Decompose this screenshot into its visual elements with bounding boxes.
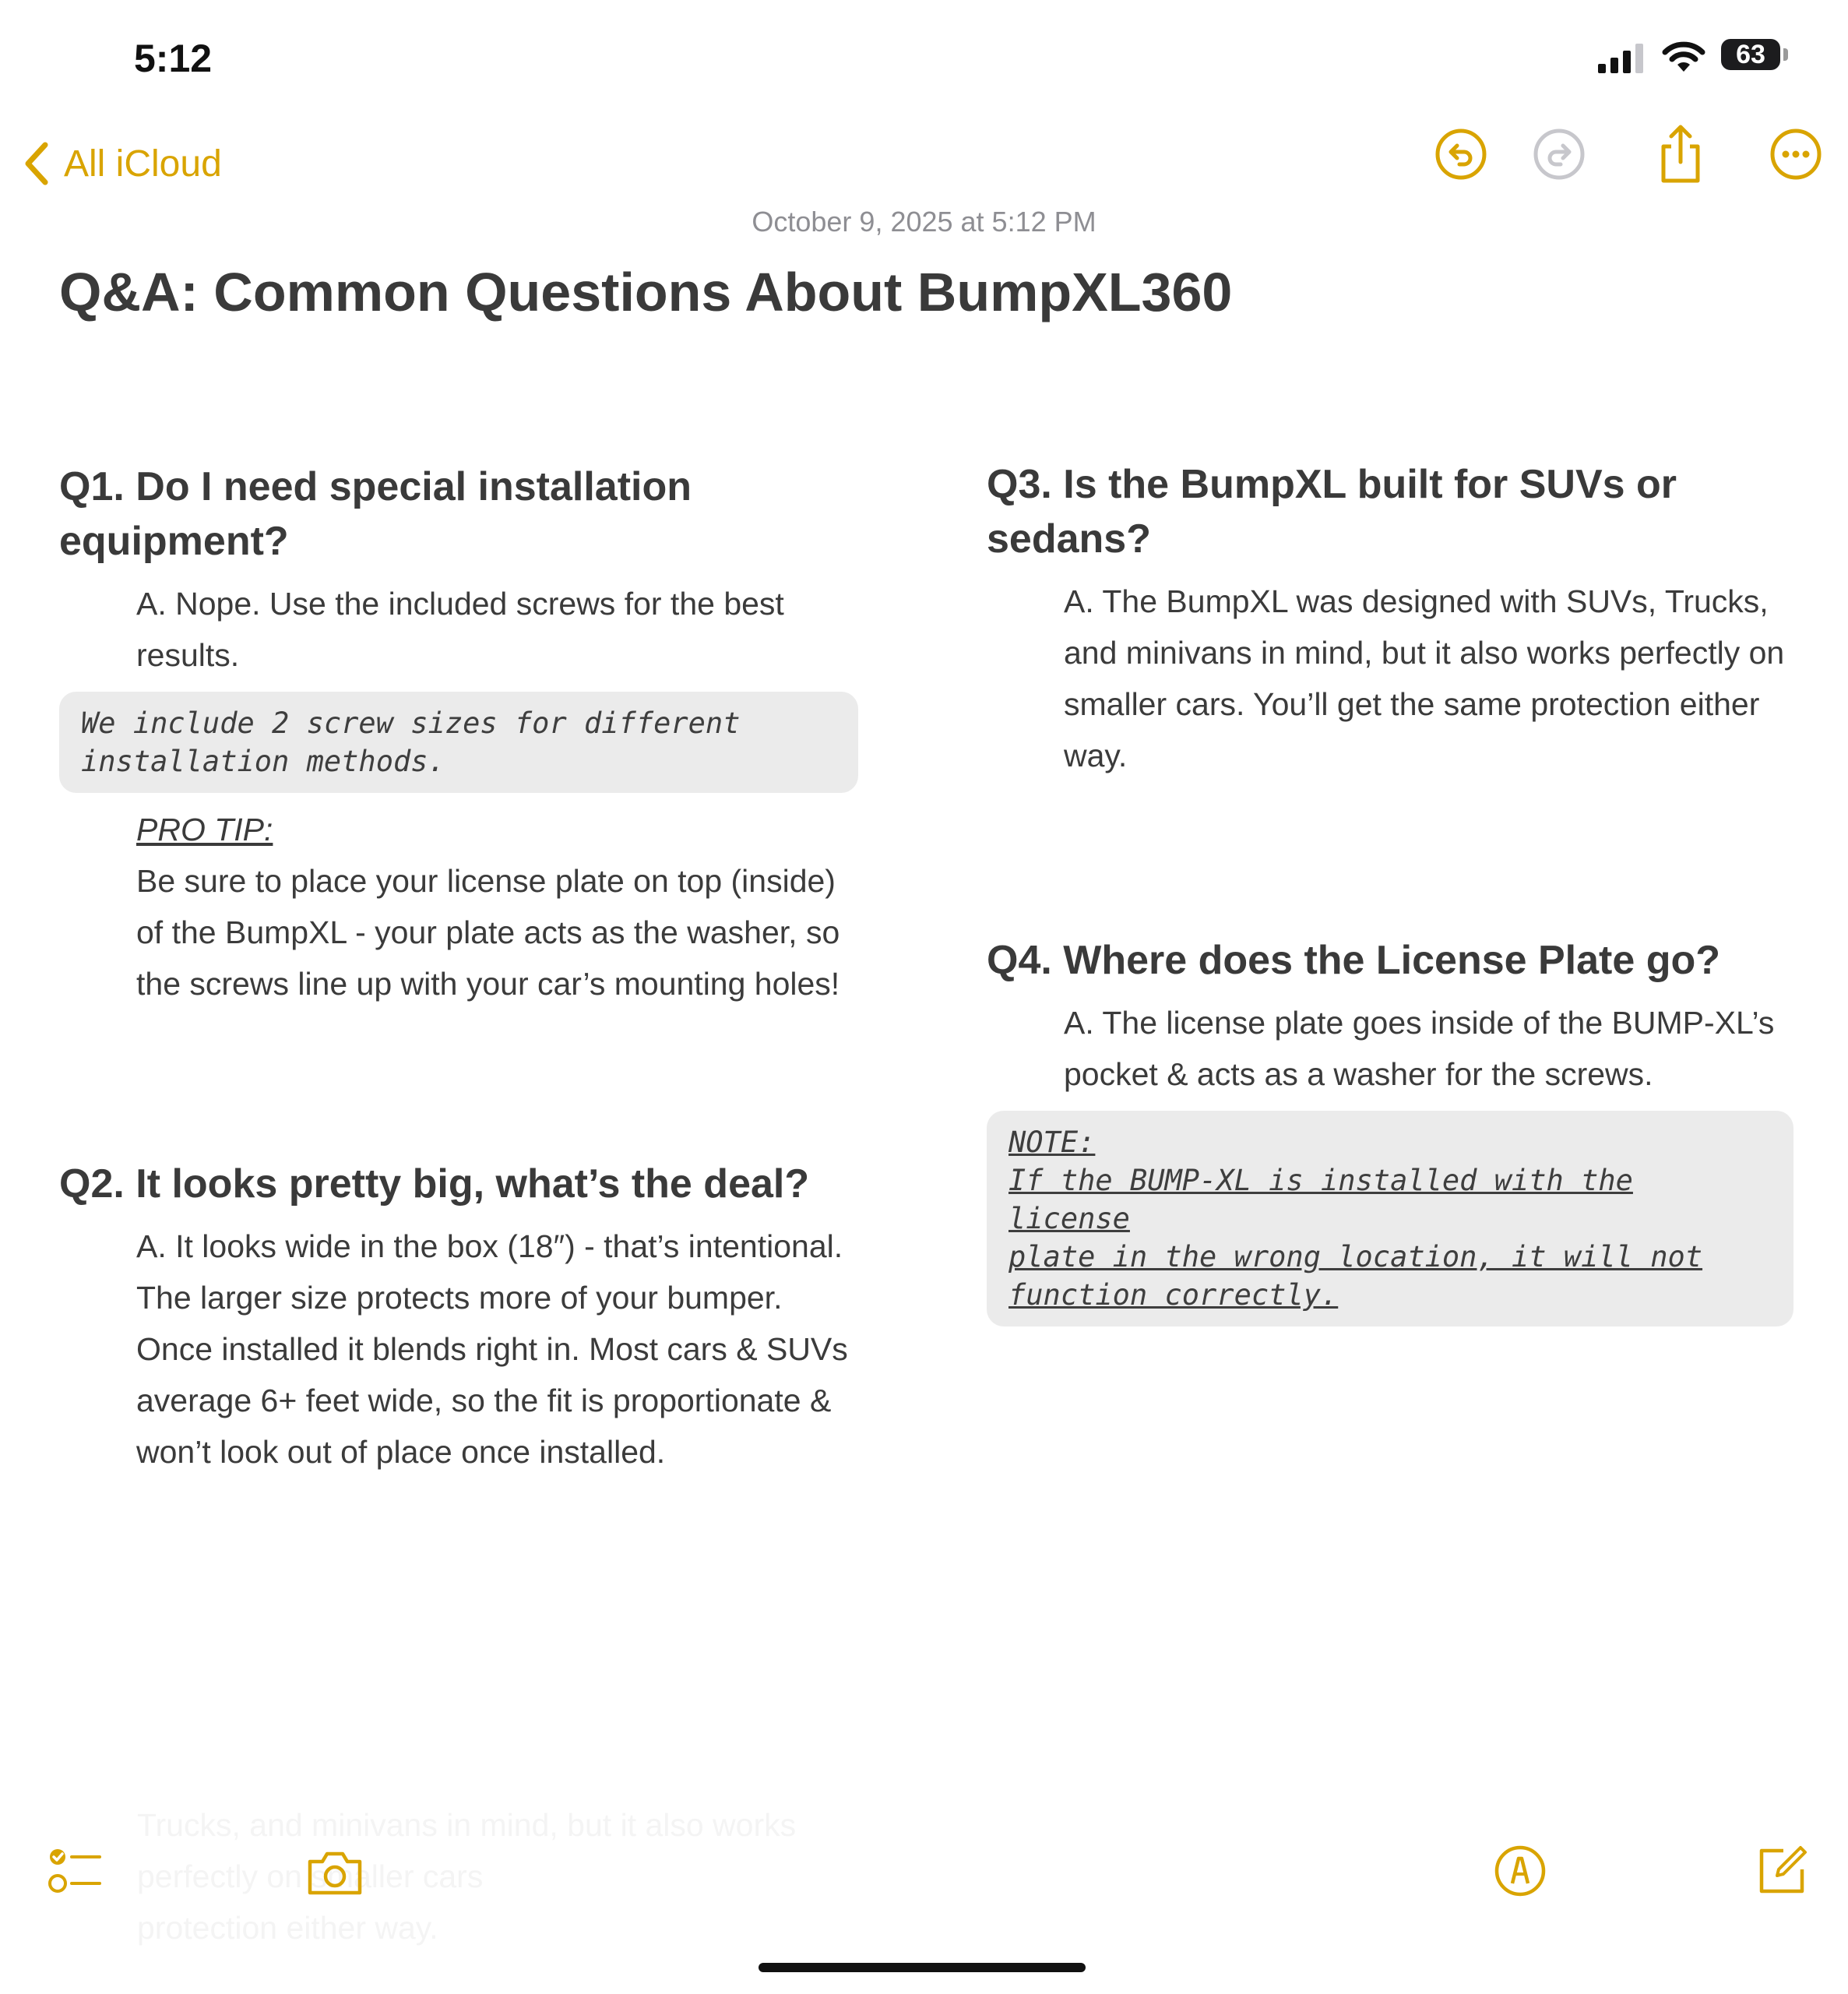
compose-icon[interactable]	[1751, 1840, 1813, 1902]
q2-section	[59, 1157, 858, 1478]
q1-question[interactable]: Q1. Do I need special installation equipment?	[59, 464, 692, 564]
q4-note-line: function correctly.	[1008, 1278, 1339, 1312]
q1-tip-heading[interactable]	[59, 804, 858, 855]
status-time: 5:12	[134, 37, 213, 80]
q4-section	[987, 933, 1793, 1326]
home-indicator[interactable]	[759, 1963, 1086, 1972]
battery-tip	[1783, 48, 1788, 61]
pro-tip-label: PRO TIP:	[136, 812, 273, 847]
chevron-left-icon	[23, 141, 50, 186]
q3-question[interactable]: Q3. Is the BumpXL built for SUVs or sedans?	[987, 462, 1677, 562]
q4-question[interactable]: Q4. Where does the License Plate go?	[987, 938, 1721, 983]
q4-note-line: NOTE:	[1008, 1126, 1096, 1159]
q2-question[interactable]: Q2. It looks pretty big, what’s the deal?	[59, 1161, 810, 1207]
status-indicators	[1598, 36, 1793, 75]
faded-background-text	[137, 1799, 796, 1953]
faded-line: perfectly on smaller cars	[137, 1858, 484, 1894]
q1-answer[interactable]: A. Nope. Use the included screws for the best results.	[136, 586, 784, 673]
wifi-icon	[1660, 39, 1707, 73]
q2-answer[interactable]: A. It looks wide in the box (18″) - that’s intentional. The larger size protects more of your bumper. Once installed it blends right in. Most cars & SUVs average 6+ feet wide, so the fit is proportionate & won’t look out of place once installed.	[136, 1228, 848, 1470]
back-button[interactable]	[23, 136, 222, 191]
cellular-signal-icon	[1598, 42, 1648, 73]
q4-note-line: plate in the wrong location, it will not	[1008, 1240, 1703, 1274]
faded-line: Trucks, and minivans in mind, but it also works	[137, 1807, 797, 1843]
battery-icon	[1721, 39, 1780, 70]
redo-icon[interactable]	[1531, 126, 1587, 182]
camera-icon[interactable]	[304, 1843, 366, 1905]
q4-answer[interactable]: A. The license plate goes inside of the BUMP-XL’s pocket & acts as a washer for the screws.	[1064, 1005, 1775, 1092]
note-title[interactable]: Q&A: Common Questions About BumpXL360	[59, 262, 1233, 322]
back-label: All iCloud	[64, 143, 222, 185]
note-date: October 9, 2025 at 5:12 PM	[752, 206, 1096, 238]
q1-section	[59, 460, 858, 1009]
q3-section	[987, 457, 1793, 781]
q1-tip-text[interactable]: Be sure to place your license plate on top (inside) of the BumpXL - your plate acts as the washer, so the screws line up with your car’s mounting holes!	[136, 863, 840, 1002]
q4-note-callout[interactable]	[987, 1111, 1793, 1326]
q1-callout-line: installation methods.	[81, 745, 445, 778]
q1-callout-line: We include 2 screw sizes for different	[81, 706, 741, 740]
battery-level: 63	[1736, 39, 1765, 69]
markup-icon[interactable]	[1489, 1840, 1551, 1902]
undo-icon[interactable]	[1433, 126, 1489, 182]
q3-answer[interactable]: A. The BumpXL was designed with SUVs, Trucks, and minivans in mind, but it also works perfectly on smaller cars. You’ll get the same protection either way.	[1064, 583, 1785, 773]
faded-line: protection either way.	[137, 1910, 438, 1946]
more-icon[interactable]	[1768, 126, 1824, 182]
checklist-icon[interactable]	[44, 1840, 106, 1902]
q1-callout[interactable]	[59, 692, 858, 793]
q4-note-line: If the BUMP-XL is installed with the license	[1008, 1164, 1633, 1235]
share-icon[interactable]	[1653, 123, 1709, 185]
